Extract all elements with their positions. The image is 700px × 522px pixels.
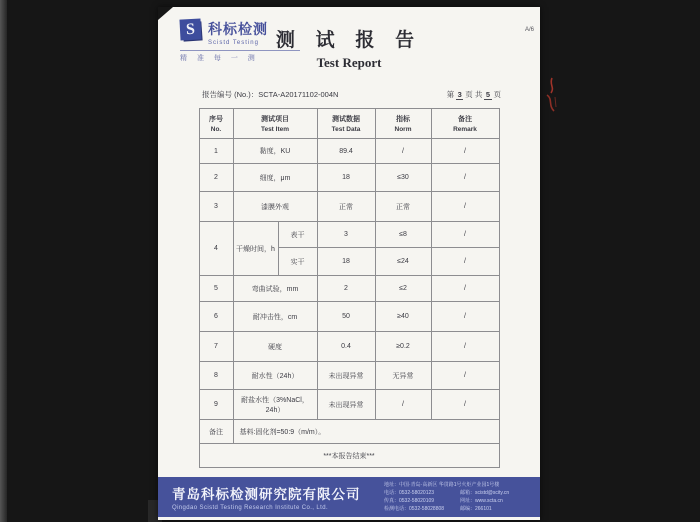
report-title-cn: 测 试 报 告 [275, 30, 423, 51]
remark-label: 备注 [199, 420, 233, 444]
footer-contact-info [384, 481, 532, 513]
logo-s-icon: S [180, 19, 204, 43]
table-row: 8 耐水性（24h） 未出现异常 无异常 / [199, 362, 499, 390]
company-name-en: Qingdao Scistd Testing Research Institute Co., Ltd. [172, 505, 329, 511]
col-header-norm: 指标 Norm [375, 109, 431, 139]
report-number-value: SCTA-A20171102-004N [258, 90, 339, 99]
table-row: 5 弯曲试验，mm 2 ≤2 / [199, 276, 499, 302]
remark-text: 基料:固化剂=50:9（m/m）。 [233, 420, 499, 444]
footer-band [158, 477, 540, 517]
table-row: 9 耐盐水性（3%NaCl，24h） 未出现异常 / / [199, 390, 499, 420]
footer-test-phone: 检测电话：0532-58028808 [384, 506, 445, 512]
table-row: 7 硬度 0.4 ≥0.2 / [199, 332, 499, 362]
col-header-remark: 备注 Remark [431, 109, 499, 139]
test-report-page [158, 7, 540, 520]
photo-left-edge [0, 0, 7, 522]
col-header-no: 序号 No. [199, 109, 233, 139]
col-header-test-data: 测试数据 Test Data [317, 109, 375, 139]
report-title-en: Test Report [316, 55, 382, 70]
current-page-number: 3 [457, 90, 462, 99]
report-meta-line [202, 89, 502, 100]
table-row-drying-surface: 4 干燥时间，h 表干 3 ≤8 / [199, 222, 499, 248]
footer-phone: 电话：0532-58020123 [384, 490, 435, 496]
footer-email: 邮箱：scistd@scity.cn [460, 490, 510, 496]
table-row: 2 细度，μm 18 ≤30 / [199, 164, 499, 192]
table-row: 6 耐冲击性，cm 50 ≥40 / [199, 302, 499, 332]
col-header-test-item: 测试项目 Test Item [233, 109, 317, 139]
footer-website: 网址：www.scta.cn [460, 498, 503, 504]
table-row: 1 黏度，KU 89.4 / / [199, 139, 499, 164]
paper-code-label: A/6 [524, 27, 534, 33]
logo-name-cn: 科标检测 [208, 23, 268, 38]
table-end-row [199, 444, 499, 468]
table-remark-row [199, 420, 499, 444]
report-end-text: ***本报告结束*** [199, 444, 499, 468]
report-number-label: 报告编号 (No.)： [202, 90, 259, 99]
red-stamp-mark [544, 77, 558, 113]
table-row: 3 漆膜外观 正常 正常 / [199, 192, 499, 222]
logo-name-en: Scistd Testing [208, 40, 259, 46]
logo-slogan: 精 准 每 一 测 [180, 50, 300, 63]
report-title-block [158, 25, 540, 71]
report-number [202, 89, 338, 100]
footer-company [172, 483, 384, 511]
total-page-number: 5 [485, 90, 490, 99]
footer-zip: 邮编：266101 [460, 506, 492, 512]
footer-fax: 传真：0532-58020109 [384, 498, 435, 504]
company-name-cn: 青岛科标检测研究院有限公司 [172, 487, 361, 502]
report-header [158, 7, 540, 85]
table-row-drying-hard: 实干 18 ≤24 / [199, 248, 499, 276]
table-header-row [199, 109, 499, 139]
page-counter: 第 3 页 共 5 页 [446, 90, 501, 99]
footer-address: 地址：中国·青岛·高新区 华贯路1号火炬产业园1号楼 [384, 482, 500, 488]
test-results-table [199, 108, 500, 468]
